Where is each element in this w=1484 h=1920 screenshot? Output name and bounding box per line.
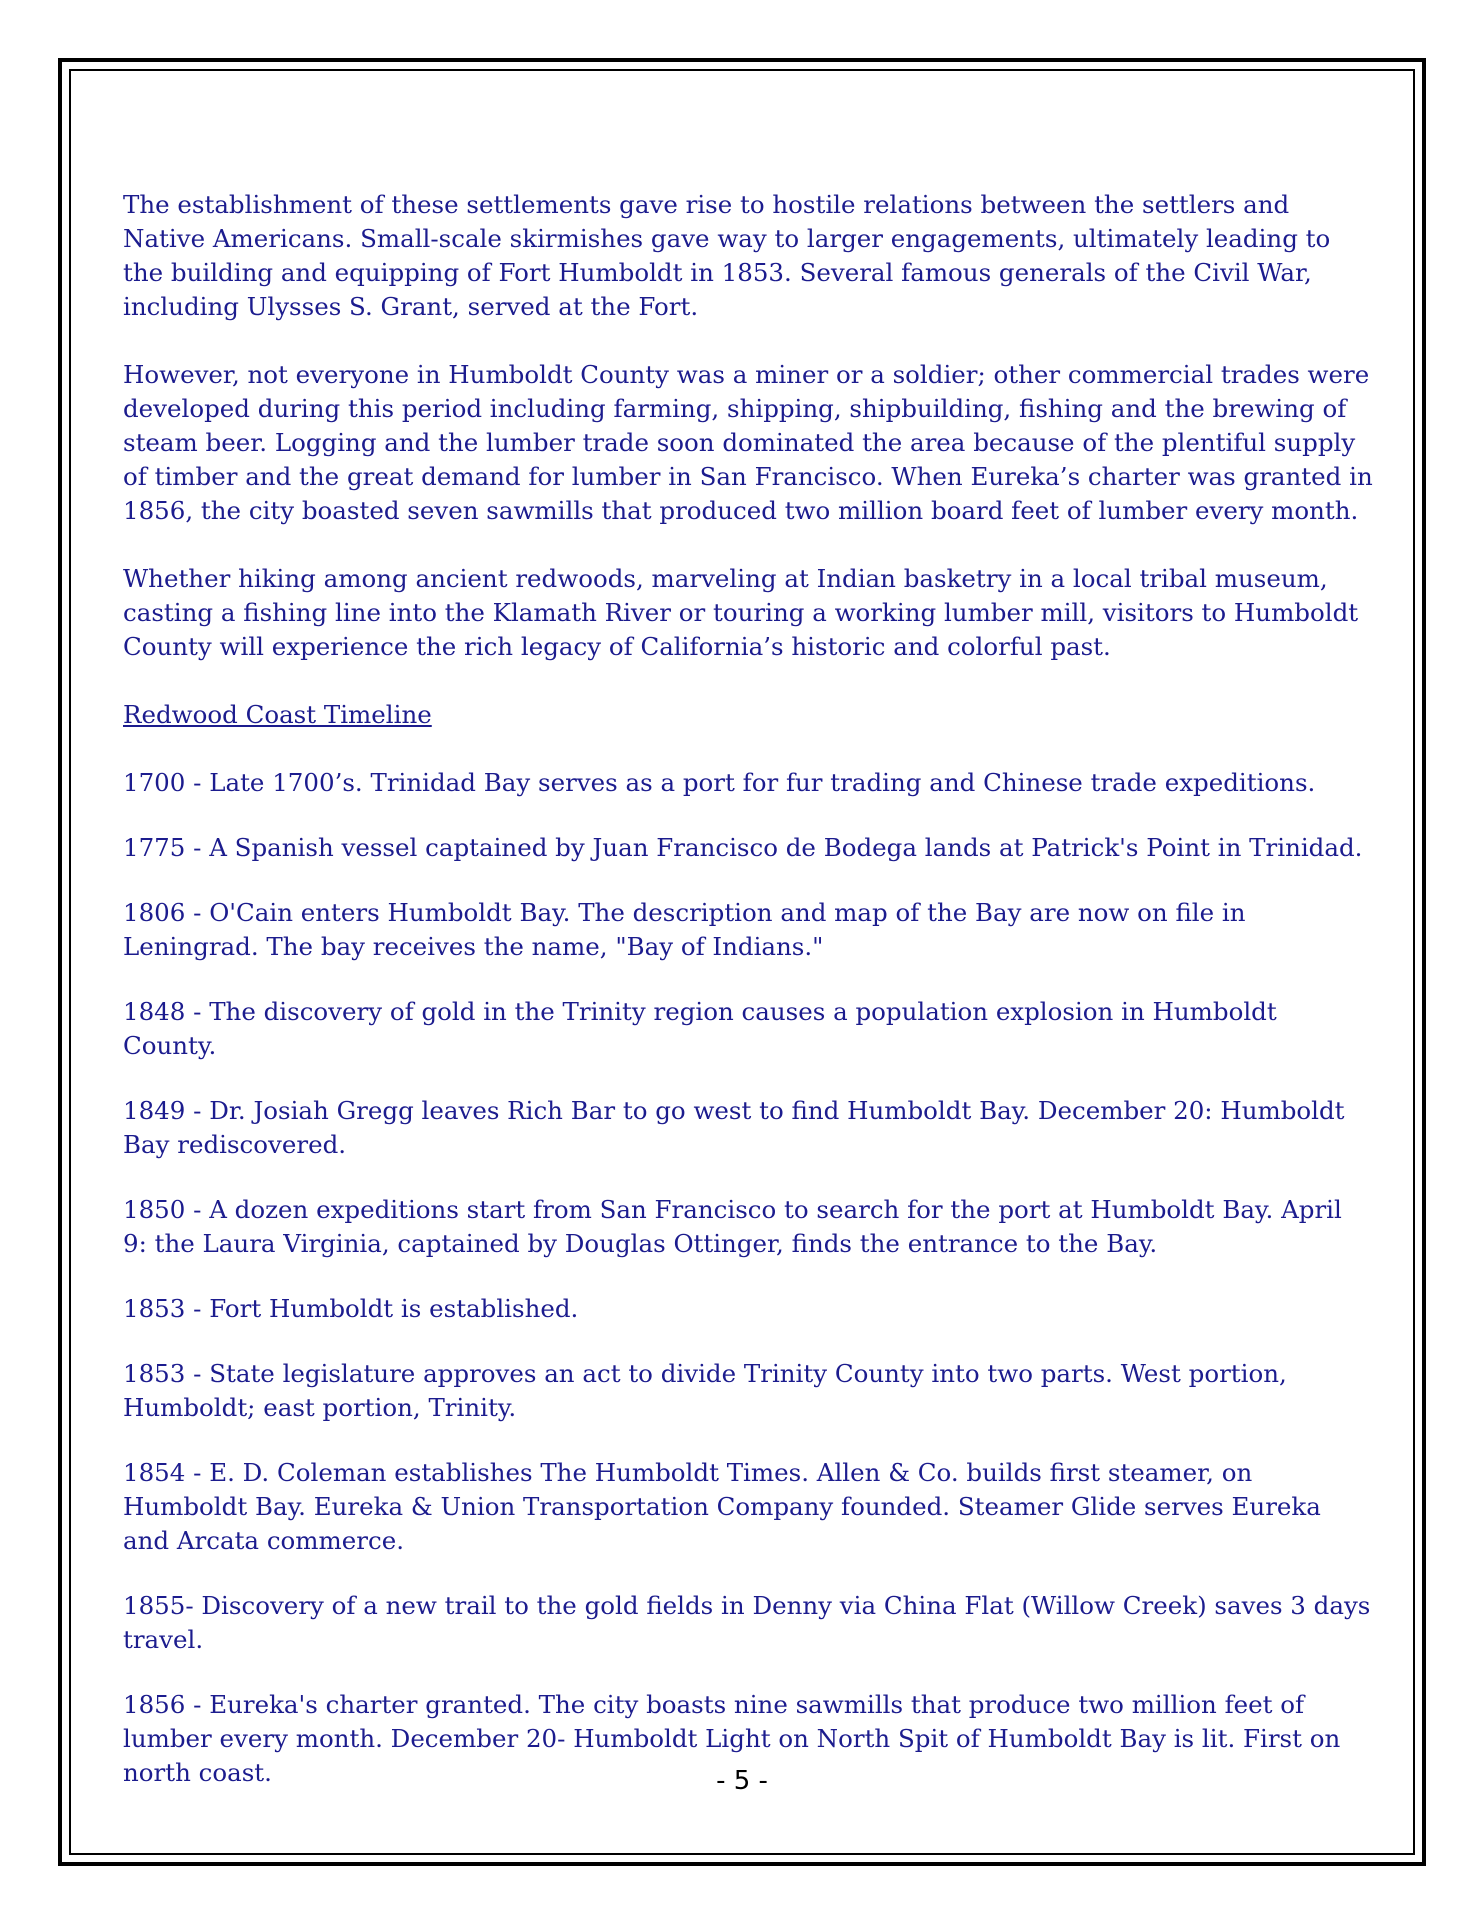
timeline-list [123, 766, 1373, 1790]
page-number: - 5 - [716, 1766, 768, 1796]
timeline-entry-1853-legislature: 1853 - State legislature approves an act to divide Trinity County into two parts. West portion, Humboldt; east portion, Trinity. [123, 1359, 1287, 1422]
timeline-entry-1806: 1806 - O'Cain enters Humboldt Bay. The description and map of the Bay are now on file in Leningrad. The bay receives the name, "Bay of Indians." [123, 898, 1246, 961]
paragraph-settlements: The establishment of these settlements gave rise to hostile relations between the settlers and Native Americans. Small-scale skirmishes gave way to larger engagements, ultimately leading to the building and equipping of Fort Humboldt in 1853. Several famous generals of the Civil War, including Ulysses S. Grant, served at the Fort. [123, 190, 1331, 321]
timeline-entry-1775: 1775 - A Spanish vessel captained by Juan Francisco de Bodega lands at Patrick's Point in Trinidad. [123, 833, 1363, 862]
timeline-entry-1700: 1700 - Late 1700’s. Trinidad Bay serves as a port for fur trading and Chinese trade expeditions. [123, 768, 1316, 797]
timeline-heading: Redwood Coast Timeline [123, 700, 432, 729]
paragraph-commercial-trades: However, not everyone in Humboldt County was a miner or a soldier; other commercial trades were developed during this period including farming, shipping, shipbuilding, fishing and the brewing of steam beer. Logging and the lumber trade soon dominated the area because of the plentiful supply of timber and the great demand for lumber in San Francisco. When Eureka’s charter was granted in 1856, the city boasted seven sawmills that produced two million board feet of lumber every month. [123, 360, 1373, 525]
timeline-entry-1850: 1850 - A dozen expeditions start from San Francisco to search for the port at Humboldt Bay. April 9: the Laura Virginia, captained by Douglas Ottinger, finds the entrance to the Bay. [123, 1195, 1342, 1258]
page-content [123, 188, 1373, 1790]
timeline-entry-1848: 1848 - The discovery of gold in the Trinity region causes a population explosion in Humboldt County. [123, 997, 1277, 1060]
timeline-entry-1855: 1855- Discovery of a new trail to the gold fields in Denny via China Flat (Willow Creek) saves 3 days travel. [123, 1591, 1371, 1654]
timeline-entry-1849: 1849 - Dr. Josiah Gregg leaves Rich Bar to go west to find Humboldt Bay. December 20: Humboldt Bay rediscovered. [123, 1096, 1345, 1159]
timeline-entry-1854: 1854 - E. D. Coleman establishes The Humboldt Times. Allen & Co. builds first steamer, on Humboldt Bay. Eureka & Union Transportation Company founded. Steamer Glide serves Eureka and Arcata commerce. [123, 1458, 1321, 1555]
timeline-entry-1853-fort: 1853 - Fort Humboldt is established. [123, 1294, 579, 1323]
timeline-entry-1856: 1856 - Eureka's charter granted. The city boasts nine sawmills that produce two million feet of lumber every month. December 20- Humboldt Light on North Spit of Humboldt Bay is lit. First on north coast. [123, 1690, 1341, 1787]
paragraph-visitors: Whether hiking among ancient redwoods, marveling at Indian basketry in a local tribal museum, casting a fishing line into the Klamath River or touring a working lumber mill, visitors to Humboldt County will experience the rich legacy of California’s historic and colorful past. [123, 564, 1359, 661]
